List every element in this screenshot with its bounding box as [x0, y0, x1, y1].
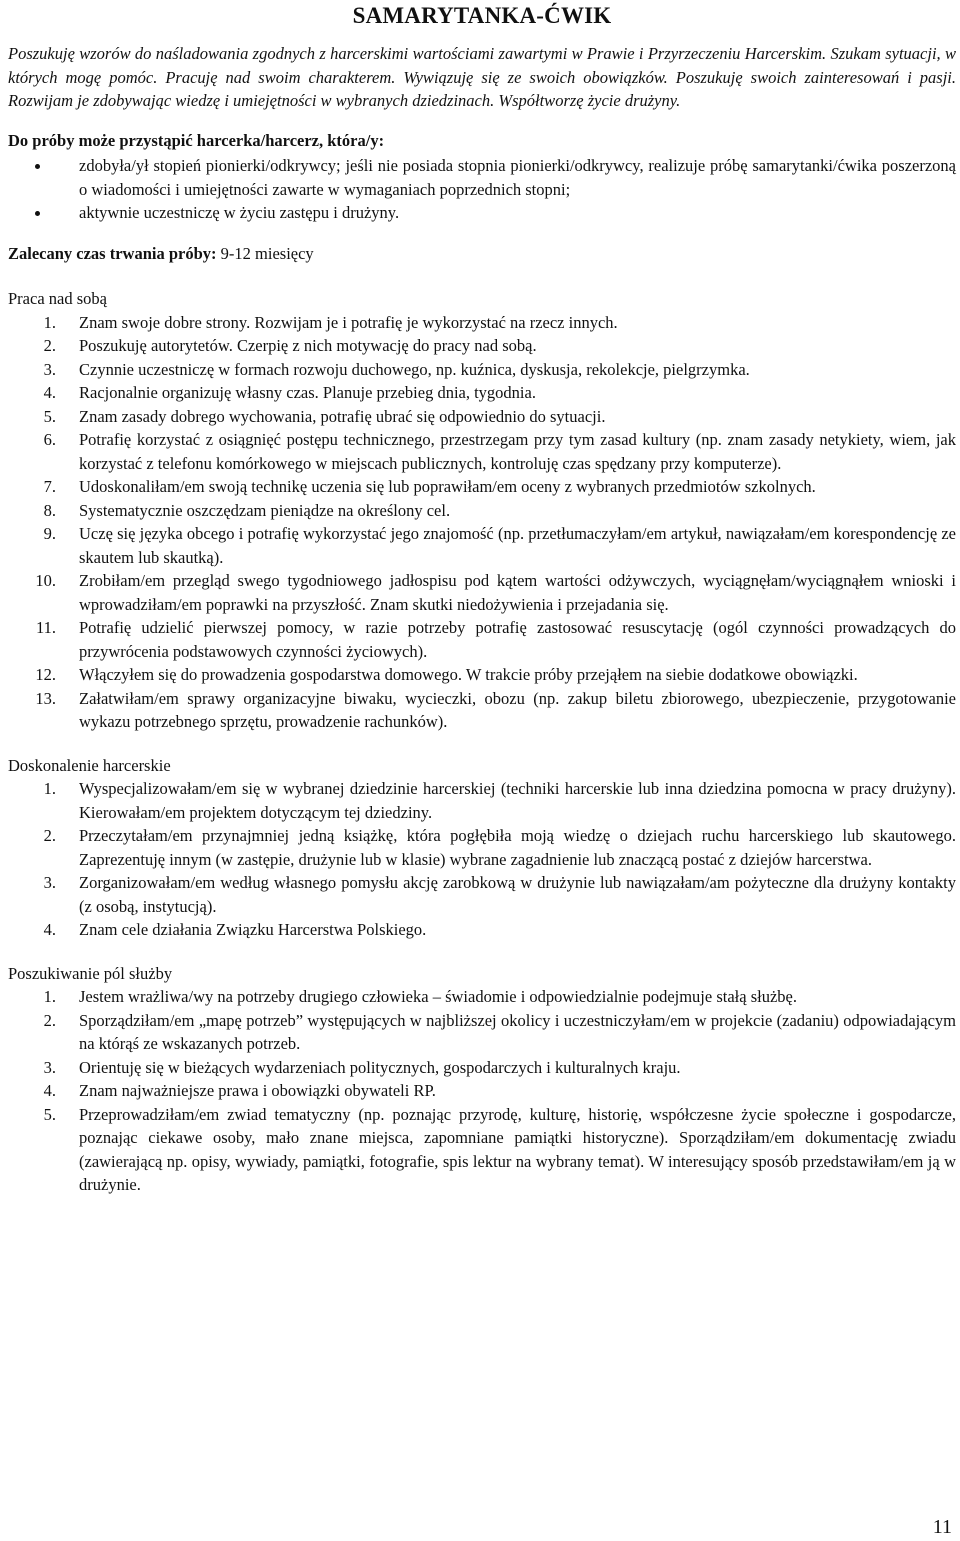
item-text: Załatwiłam/em sprawy organizacyjne biwaku, wycieczki, obozu (np. zakup biletu zbiorowego, ubezpieczenie, przygotowanie wykazu potrzebnego sprzętu, prowadzenie rachunków).: [79, 688, 956, 731]
item-text: Jestem wrażliwa/wy na potrzeby drugiego człowieka – świadomie i odpowiedzialnie podejmuje stałą służbę.: [79, 987, 797, 1006]
item-text: Czynnie uczestniczę w formach rozwoju duchowego, np. kuźnica, dyskusja, rekolekcje, pielgrzymka.: [79, 359, 750, 379]
requirement-item: [8, 201, 956, 225]
list-item: [8, 358, 956, 382]
list-item: [8, 1103, 956, 1197]
item-number: 5.: [43, 1104, 56, 1124]
item-text: Znam zasady dobrego wychowania, potrafię ubrać się odpowiednio do sytuacji.: [79, 406, 606, 426]
requirement-text: zdobyła/ył stopień pionierki/odkrywcy; jeśli nie posiada stopnia pionierki/odkrywcy, realizuje próbę samarytanki/ćwika poszerzoną o wiadomości i umiejętności zawarte w wymaganiach poprzednich stopni;: [79, 156, 956, 199]
list-item: [8, 1009, 956, 1056]
list-item: [8, 569, 956, 616]
item-number: 2.: [43, 1010, 56, 1030]
item-number: 12.: [35, 665, 56, 684]
item-number: 1.: [43, 312, 56, 332]
item-text: Poszukuję autorytetów. Czerpię z nich motywację do pracy nad sobą.: [79, 336, 537, 355]
item-text: Zrobiłam/em przegląd swego tygodniowego jadłospisu pod kątem wartości odżywczych, wyciągnęłam/wyciągnąłem wnioski i wprowadziłam/em poprawki na przyszłość. Znam skutki niedożywienia i przejadania się.: [79, 571, 956, 614]
bullet-icon: [35, 164, 40, 169]
item-number: 11.: [35, 618, 56, 637]
list-item: [8, 777, 956, 824]
item-number: 6.: [43, 430, 56, 449]
item-number: 1.: [43, 987, 56, 1006]
sections-container: [8, 287, 956, 1197]
section-title: Poszukiwanie pól służby: [8, 963, 173, 983]
page-number: 11: [932, 1516, 952, 1538]
list-item: [8, 428, 956, 475]
list-item: [8, 405, 956, 429]
list-item: [8, 824, 956, 871]
list-item: [8, 687, 956, 734]
item-text: Włączyłem się do prowadzenia gospodarstwa domowego. W trakcie próby przejąłem na siebie dodatkowe obowiązki.: [79, 665, 858, 684]
item-number: 2.: [43, 826, 56, 845]
item-number: 4.: [43, 383, 56, 402]
section-title: Doskonalenie harcerskie: [8, 755, 171, 775]
list-item: [8, 311, 956, 335]
duration-line: [8, 242, 956, 266]
list-item: [8, 985, 956, 1009]
list-item: [8, 918, 956, 942]
item-number: 9.: [43, 524, 56, 543]
duration-value: 9-12 miesięcy: [216, 243, 314, 263]
item-text: Racjonalnie organizuję własny czas. Planuje przebieg dnia, tygodnia.: [79, 383, 536, 402]
list-item: [8, 871, 956, 918]
item-number: 5.: [43, 406, 56, 426]
item-text: Znam cele działania Związku Harcerstwa Polskiego.: [79, 920, 427, 939]
item-number: 3.: [43, 1057, 56, 1077]
list-item: [8, 334, 956, 358]
list-item: [8, 475, 956, 499]
requirements-heading: Do próby może przystąpić harcerka/harcerz, która/y:: [8, 130, 385, 150]
item-text: Uczę się języka obcego i potrafię wykorzystać jego znajomość (np. przetłumaczyłam/em artykuł, nawiązałam/em korespondencję ze skautem lub skautką).: [79, 524, 956, 567]
duration-label: Zalecany czas trwania próby:: [8, 243, 217, 263]
item-text: Udoskonaliłam/em swoją technikę uczenia się lub poprawiłam/em oceny z wybranych przedmiotów szkolnych.: [79, 477, 816, 496]
section-list: [8, 311, 956, 734]
item-number: 4.: [43, 920, 56, 939]
item-text: Potrafię korzystać z osiągnięć postępu technicznego, przestrzegam przy tym zasad kultury (np. znam zasady netykiety, wiem, jak korzystać z telefonu komórkowego w miejscach publicznych, kontroluję czas spędzany przy komputerze).: [79, 430, 956, 473]
list-item: [8, 499, 956, 523]
intro-paragraph: Poszukuję wzorów do naśladowania zgodnych z harcerskimi wartościami zawartymi w Prawie i Przyrzeczeniu Harcerskim. Szukam sytuacji, w których mogę pomóc. Pracuję nad swoim charakterem. Wywiązuję się ze swoich obowiązków. Poszukuję swoich zainteresowań i pasji. Rozwijam je zdobywając wiedzę i umiejętności w wybranych dziedzinach. Współtworzę życie drużyny.: [8, 44, 956, 110]
item-number: 4.: [43, 1081, 56, 1100]
item-number: 3.: [43, 873, 56, 892]
item-text: Przeprowadziłam/em zwiad tematyczny (np. poznając przyrodę, kulturę, historię, współczesne życie społeczne i gospodarcze, poznając ciekawe osoby, mało znane miejsca, zapomniane pamiątki historyczne). Sporządziłam/em dokumentację zwiadu (zawierającą np. opisy, wywiady, pamiątki, fotografie, spis lektur na wybrany temat). W interesujący sposób przedstawiłam/em ją w drużynie.: [79, 1104, 956, 1194]
item-text: Przeczytałam/em przynajmniej jedną książkę, która pogłębiła moją wiedzę o dziejach ruchu harcerskiego lub skautowego. Zaprezentuję innym (w zastępie, drużynie lub w klasie) wybrane zagadnienie lub znaczącą postać z dziejów harcerstwa.: [79, 826, 956, 869]
requirements-list: [8, 154, 956, 225]
item-text: Sporządziłam/em „mapę potrzeb” występujących w najbliższej okolicy i uczestniczyłam/em w projekcie (zadaniu) odpowiadającym na którąś ze wskazanych potrzeb.: [79, 1010, 956, 1053]
section-list: [8, 777, 956, 942]
list-item: [8, 1079, 956, 1103]
list-item: [8, 663, 956, 687]
item-number: 10.: [35, 571, 56, 590]
page-title: SAMARYTANKA-ĆWIK: [352, 3, 612, 28]
list-item: [8, 522, 956, 569]
list-item: [8, 381, 956, 405]
section-title: Praca nad sobą: [8, 289, 107, 308]
item-number: 13.: [35, 688, 56, 708]
item-number: 3.: [43, 359, 56, 379]
item-text: Potrafię udzielić pierwszej pomocy, w razie potrzeby potrafię zastosować resuscytację (ogól czynności prowadzących do przywrócenia podstawowych czynności życiowych).: [79, 618, 956, 661]
list-item: [8, 616, 956, 663]
item-number: 2.: [43, 336, 56, 355]
item-text: Orientuję się w bieżących wydarzeniach politycznych, gospodarczych i kulturalnych kraju.: [79, 1057, 681, 1077]
requirement-item: [8, 154, 956, 201]
bullet-icon: [35, 211, 40, 216]
list-item: [8, 1056, 956, 1080]
section-list: [8, 985, 956, 1197]
item-text: Wyspecjalizowałam/em się w wybranej dziedzinie harcerskiej (techniki harcerskie lub inna dziedzina pomocna w pracy drużyny). Kierowałam/em projektem dotyczącym tej dziedziny.: [79, 779, 956, 822]
item-number: 1.: [43, 779, 56, 798]
document-page: [8, 0, 956, 1197]
item-text: Znam najważniejsze prawa i obowiązki obywateli RP.: [79, 1081, 436, 1100]
item-text: Znam swoje dobre strony. Rozwijam je i potrafię je wykorzystać na rzecz innych.: [79, 312, 618, 332]
item-text: Zorganizowałam/em według własnego pomysłu akcję zarobkową w drużynie lub nawiązałam/am pożyteczne dla drużyny kontakty (z osobą, instytucją).: [79, 873, 956, 916]
item-number: 7.: [43, 477, 56, 496]
requirement-text: aktywnie uczestniczę w życiu zastępu i drużyny.: [79, 203, 400, 222]
item-text: Systematycznie oszczędzam pieniądze na określony cel.: [79, 500, 451, 520]
item-number: 8.: [43, 500, 56, 520]
